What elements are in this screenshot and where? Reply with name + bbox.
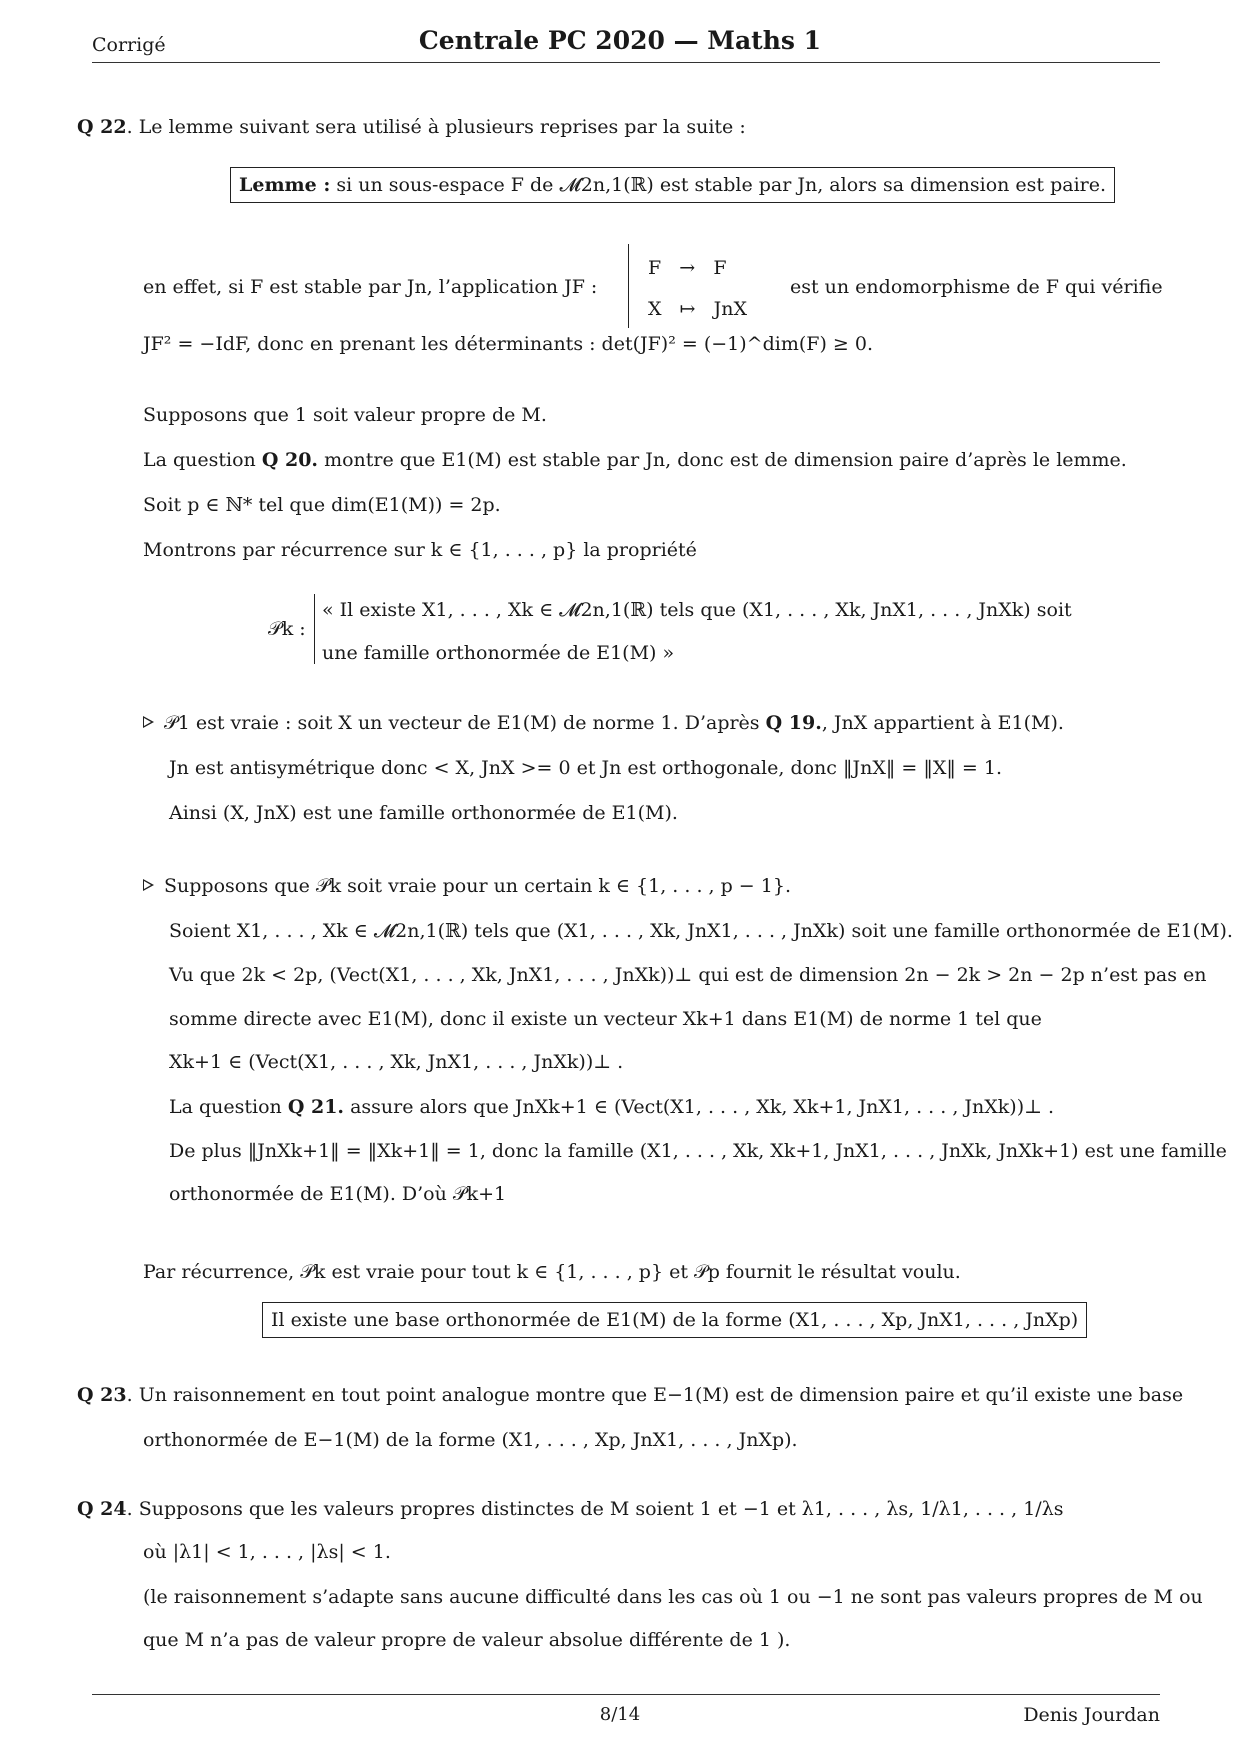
ref-q20: Q 20.	[261, 449, 319, 471]
init-post: , JnX appartient à E1(M).	[821, 712, 1064, 734]
her-l1-text: Supposons que 𝒫k soit vraie pour un certain k ∈ {1, . . . , p − 1}.	[164, 875, 791, 897]
q23-l1-text: . Un raisonnement en tout point analogue montre que E−1(M) est de dimension paire et qu’il existe une base	[126, 1384, 1184, 1406]
q23-number: Q 23	[77, 1384, 127, 1406]
q24-number: Q 24	[77, 1498, 127, 1520]
map-row-1	[648, 256, 727, 280]
q23-line-2: orthonormée de E−1(M) de la forme (X1, . . . , Xp, JnX1, . . . , JnXp).	[143, 1429, 798, 1451]
heredity-line-7: De plus ‖JnXk+1‖ = ‖Xk+1‖ = 1, donc la famille (X1, . . . , Xk, Xk+1, JnX1, . . . , JnXk, JnXk+1) est une famille	[169, 1140, 1227, 1162]
q24-line-4: que M n’a pas de valeur propre de valeur absolue différente de 1 ).	[143, 1629, 791, 1651]
q24-line-1	[77, 1497, 1064, 1521]
q24-line-3: (le raisonnement s’adapte sans aucune difficulté dans les cas où 1 ou −1 ne sont pas valeurs propres de M ou	[143, 1586, 1203, 1608]
heredity-line-5: Xk+1 ∈ (Vect(X1, . . . , Xk, JnX1, . . . , JnXk))⊥ .	[169, 1051, 624, 1073]
map-bracket	[628, 244, 629, 328]
map-row-2	[648, 297, 747, 321]
triangle-bullet-icon	[143, 879, 154, 891]
property-label: 𝒫k :	[268, 618, 306, 640]
header-rule	[92, 62, 1160, 63]
result-box: Il existe une base orthonormée de E1(M) de la forme (X1, . . . , Xp, JnX1, . . . , JnXp)	[262, 1302, 1087, 1338]
footer-rule	[92, 1694, 1160, 1695]
her-l6-pre: La question	[169, 1096, 288, 1118]
lemma-label: Lemme :	[239, 174, 331, 196]
triangle-bullet-icon	[143, 716, 154, 728]
heredity-line-3: Vu que 2k < 2p, (Vect(X1, . . . , Xk, JnX1, . . . , JnXk))⊥ qui est de dimension 2n − 2k > 2n − 2p n’est pas en	[169, 964, 1207, 986]
q24-l1-text: . Supposons que les valeurs propres distinctes de M soient 1 et −1 et λ1, . . . , λs, 1/λ1, . . . , 1/λs	[126, 1498, 1064, 1520]
heredity-line-6	[169, 1095, 1054, 1119]
author: Denis Jourdan	[1023, 1704, 1160, 1726]
map-row-2-text: X ↦ JnX	[648, 298, 748, 320]
proof-line-2: JF² = −IdF, donc en prenant les déterminants : det(JF)² = (−1)^dim(F) ≥ 0.	[143, 333, 873, 355]
heredity-line-2: Soient X1, . . . , Xk ∈ 𝓜2n,1(ℝ) tels que (X1, . . . , Xk, JnX1, . . . , JnXk) soit une famille orthonormée de E1(M).	[169, 920, 1233, 942]
property-line-2: une famille orthonormée de E1(M) »	[322, 642, 675, 664]
paragraph-dimension: Soit p ∈ ℕ* tel que dim(E1(M)) = 2p.	[143, 494, 501, 516]
lemma-box	[230, 167, 1115, 203]
property-bracket	[314, 594, 315, 664]
ref-q21: Q 21.	[287, 1096, 345, 1118]
paragraph-eigenvalue: Supposons que 1 soit valeur propre de M.	[143, 404, 547, 426]
initialisation-line-3: Ainsi (X, JnX) est une famille orthonormée de E1(M).	[169, 802, 678, 824]
q23-line-1	[77, 1383, 1183, 1407]
proof-line-1-end: est un endomorphisme de F qui vérifie	[790, 276, 1163, 298]
page-number: 8/14	[599, 1704, 641, 1725]
q24-line-2: où |λ1| < 1, . . . , |λs| < 1.	[143, 1541, 391, 1563]
conclusion: Par récurrence, 𝒫k est vraie pour tout k ∈ {1, . . . , p} et 𝒫p fournit le résultat voulu.	[143, 1261, 961, 1283]
document-title: Centrale PC 2020 — Maths 1	[418, 26, 822, 55]
paragraph-induction: Montrons par récurrence sur k ∈ {1, . . . , p} la propriété	[143, 539, 697, 561]
property-line-1: « Il existe X1, . . . , Xk ∈ 𝓜2n,1(ℝ) tels que (X1, . . . , Xk, JnX1, . . . , JnXk) soit	[322, 599, 1072, 621]
heredity-line-8: orthonormée de E1(M). D’où 𝒫k+1	[169, 1183, 507, 1205]
header-label: Corrigé	[92, 34, 166, 56]
her-l6-post: assure alors que JnXk+1 ∈ (Vect(X1, . . . , Xk, Xk+1, JnX1, . . . , JnXk))⊥ .	[344, 1096, 1055, 1118]
p2-pre: La question	[143, 449, 262, 471]
q22-intro-text: . Le lemme suivant sera utilisé à plusieurs reprises par la suite :	[126, 116, 746, 138]
lemma-text: si un sous-espace F de 𝓜2n,1(ℝ) est stable par Jn, alors sa dimension est paire.	[330, 174, 1107, 196]
q22-number: Q 22	[77, 116, 127, 138]
map-row-1-text: F → F	[648, 257, 727, 279]
heredity-line-4: somme directe avec E1(M), donc il existe un vecteur Xk+1 dans E1(M) de norme 1 tel que	[169, 1008, 1042, 1030]
heredity-line-1	[143, 874, 791, 898]
ref-q19: Q 19.	[765, 712, 822, 734]
proof-line-1: en effet, si F est stable par Jn, l’application JF :	[143, 276, 598, 298]
initialisation-line-1	[143, 711, 1064, 735]
initialisation-line-2: Jn est antisymétrique donc < X, JnX >= 0 et Jn est orthogonale, donc ‖JnX‖ = ‖X‖ = 1.	[169, 757, 1003, 779]
paragraph-q20	[143, 448, 1127, 472]
init-pre: 𝒫1 est vraie : soit X un vecteur de E1(M) de norme 1. D’après	[164, 712, 766, 734]
q22-intro	[77, 115, 746, 139]
p2-post: montre que E1(M) est stable par Jn, donc est de dimension paire d’après le lemme.	[318, 449, 1127, 471]
